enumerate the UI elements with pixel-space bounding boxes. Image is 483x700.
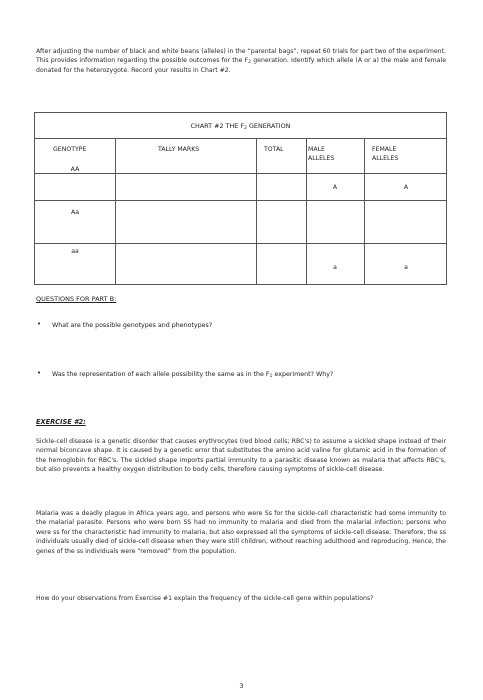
- question-2-text-a: Was the representation of each allele possibility the same as in the F: [52, 371, 270, 378]
- chart-title-subscript: 2: [244, 126, 247, 131]
- exercise-paragraph-1: Sickle-cell disease is a genetic disorder that causes erythrocytes (red blood cells; RBC's) to assume a sickled shape instead of their normal biconcave shape. It is caused by a genetic error that substitutes the amino acid valine for glutamic acid in the formation of the hemoglobin for RBC's. The sickled shape imports partial immunity to a parasitic disease known as malaria that affects RBC's, but also prevents a healthy oxygen distribution to body cells, therefore causing symptoms of sickle-cell disease.: [36, 438, 446, 474]
- intro-paragraph: [36, 47, 446, 75]
- questions-heading: QUESTIONS FOR PART B:: [36, 295, 117, 303]
- chart-grid: [35, 139, 446, 285]
- row-aa-lower-female: a: [404, 264, 408, 271]
- bullet-icon: •: [37, 320, 42, 328]
- exercise-heading: EXERCISE #2:: [36, 418, 86, 426]
- intro-text-a: After adjusting the number of black and white beans (alleles) in the “parental bags”, repeat 60 trials for part two of the experiment. This provides information regarding the possible outcomes for the F: [36, 48, 446, 65]
- header-genotype: GENOTYPE: [53, 146, 87, 153]
- row-divider: [35, 200, 446, 201]
- row-aa-upper-genotype: AA: [70, 166, 80, 173]
- row-aa-upper-female: A: [403, 184, 409, 191]
- exercise-question: How do your observations from Exercise #1 explain the frequency of the sickle-cell gene within populations?: [36, 595, 374, 602]
- question-1: What are the possible genotypes and phenotypes?: [52, 322, 213, 329]
- intro-text-b: generation. Identify which allele (A or a) the male and female donated for the heterozygote. Record your results in Chart #2.: [36, 57, 446, 74]
- bullet-icon: •: [37, 369, 42, 377]
- header-tally-marks: TALLY MARKS: [158, 146, 200, 153]
- page-number: 3: [239, 682, 244, 690]
- question-2-text-b: experiment? Why?: [272, 371, 334, 378]
- question-2: [52, 371, 333, 378]
- chart-title-text-b: GENERATION: [246, 122, 291, 130]
- header-male-alleles: MALE ALLELES: [308, 146, 335, 162]
- exercise-paragraph-2: Malaria was a deadly plague in Africa years ago, and persons who were Ss for the sickle-cell characteristic had some immunity to the malarial parasite. Persons who were born SS had no immunity to malaria and died from the malarial infection; persons who were ss for the characteristic had immunity to malaria, but also expressed all the symptoms of sickle-cell disease. Therefore, the ss individuals usually died of sickle-cell disease when they were still children, without reaching adulthood and reproducing. Hence, the genes of the ss individuals were “removed” from the population.: [36, 510, 446, 555]
- chart-title: [35, 113, 446, 139]
- row-divider: [35, 173, 115, 174]
- f2-generation-chart: [34, 112, 447, 285]
- col-divider: [115, 139, 116, 285]
- col-divider: [256, 139, 257, 285]
- row-heterozygote-genotype: Aa: [70, 209, 80, 216]
- row-divider: [35, 243, 446, 244]
- header-female-alleles: FEMALE ALLELES: [372, 146, 399, 162]
- row-divider: [115, 173, 446, 174]
- chart-title-text-a: CHART #2 THE F: [190, 122, 245, 130]
- row-aa-lower-male: a: [333, 264, 337, 271]
- row-aa-upper-male: A: [332, 184, 338, 191]
- row-aa-lower-genotype: aa: [71, 248, 79, 255]
- header-total: TOTAL: [264, 146, 284, 153]
- question-2-subscript: 1: [269, 374, 273, 379]
- intro-subscript: 2: [248, 60, 252, 66]
